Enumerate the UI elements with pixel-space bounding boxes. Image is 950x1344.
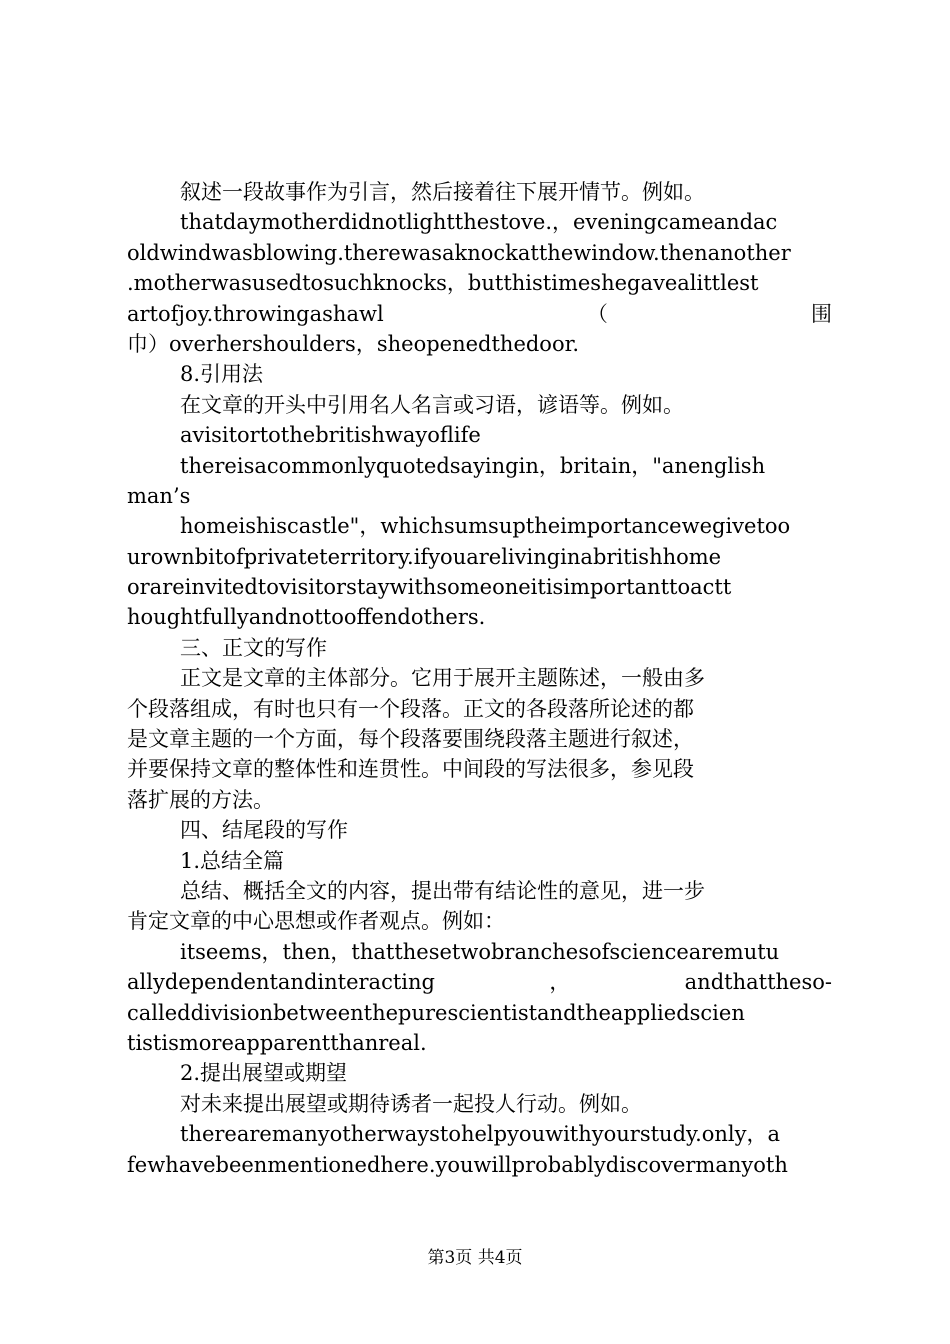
text-line: thatdaymotherdidnotlightthestove.，eveningcameandac (180, 210, 778, 235)
text-line: 落扩展的方法。 (127, 787, 274, 812)
text-line (127, 967, 832, 997)
text-segment: andthattheso- (684, 970, 832, 995)
text-line: orareinvitedtovisitorstaywithsomeoneitisimportanttoactt (127, 575, 732, 600)
text-line: 正文是文章的主体部分。它用于展开主题陈述，一般由多 (180, 666, 705, 691)
text-segment: 围 (811, 301, 832, 326)
text-line: avisitortothebritishwayoflife (180, 423, 481, 448)
section-heading: 2.提出展望或期望 (180, 1061, 348, 1086)
text-line: 巾）overhershoulders，sheopenedthedoor. (127, 331, 580, 356)
text-line: fewhavebeenmentionedhere.youwillprobablydiscovermanyoth (127, 1152, 788, 1177)
text-line: itseems，then，thatthesetwobranchesofsciencearemutu (180, 939, 780, 964)
section-heading: 三、正文的写作 (180, 635, 327, 660)
text-line: tistismoreapparentthanreal. (127, 1030, 427, 1055)
section-heading: 8.引用法 (180, 362, 264, 387)
text-line: oldwindwasblowing.therewasaknockatthewindow.thenanother (127, 240, 791, 265)
document-body (127, 177, 832, 1180)
text-line: calleddivisionbetweenthepurescientistandtheappliedscien (127, 1000, 745, 1025)
text-line: homeishiscastle"，whichsumsuptheimportancewegivetoo (180, 514, 791, 539)
text-line: 是文章主题的一个方面，每个段落要围绕段落主题进行叙述， (127, 727, 694, 752)
text-line: 叙述一段故事作为引言，然后接着往下展开情节。例如。 (180, 180, 705, 204)
text-line: therearemanyotherwaystohelpyouwithyourstudy.only，a (180, 1122, 781, 1147)
section-heading: 四、结尾段的写作 (180, 818, 348, 843)
text-line: thereisacommonlyquotedsayingin，britain，"anenglish (180, 453, 766, 478)
text-line: 并要保持文章的整体性和连贯性。中间段的写法很多，参见段 (127, 757, 694, 782)
page-footer (0, 1243, 950, 1268)
text-line (127, 299, 832, 329)
page-number: 第3页 共4页 (427, 1248, 523, 1268)
text-line: 肯定文章的中心思想或作者观点。例如： (127, 909, 505, 934)
text-line: houghtfullyandnottooffendothers. (127, 605, 486, 630)
text-segment: artofjoy.throwingashawl (127, 301, 384, 326)
text-segment: allydependentandinteracting (127, 970, 435, 995)
text-line: 总结、概括全文的内容，提出带有结论性的意见，进一步 (180, 878, 705, 903)
text-line: urownbitofprivateterritory.ifyouarelivinginabritishhome (127, 544, 722, 569)
text-line: .motherwasusedtosuchknocks，butthistimeshegavealittlest (127, 271, 759, 296)
text-segment: ， (549, 970, 571, 995)
text-line: 在文章的开头中引用名人名言或习语，谚语等。例如。 (180, 392, 684, 417)
text-line: 个段落组成，有时也只有一个段落。正文的各段落所论述的都 (127, 696, 694, 721)
text-segment: （ (586, 301, 608, 326)
text-line: man’s (127, 483, 191, 508)
text-line: 对未来提出展望或期待诱者一起投人行动。例如。 (180, 1091, 642, 1116)
section-heading: 1.总结全篇 (180, 848, 285, 873)
